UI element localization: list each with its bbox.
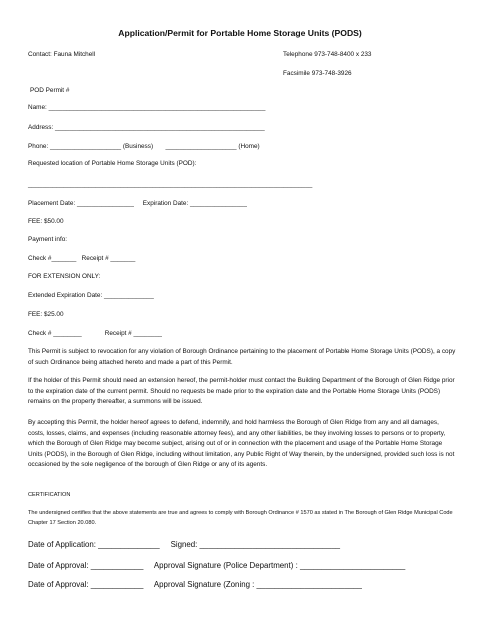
extension-check-receipt-fields[interactable]: Check # ________ Receipt # ________ — [28, 330, 162, 337]
placement-expiration-fields[interactable]: Placement Date: ________________ Expiration Date: ________________ — [28, 200, 247, 207]
facsimile: Facsimile 973-748-3926 — [283, 70, 352, 77]
payment-info-label: Payment info: — [28, 236, 68, 243]
name-field[interactable]: Name: _____________________________________________________________ — [28, 104, 266, 111]
fee-label: FEE: $50.00 — [28, 218, 64, 225]
indemnity-paragraph: By accepting this Permit, the holder hereof agrees to defend, indemnify, and hold harmless the Borough of Glen Ridge from any and all damages, costs, losses, claims, and expenses (including reasonable attorney fees), and any other liabilities, be they involving losses to persons or to property, which the Borough of Glen Ridge may become subject, arising out of or in connection with the placement and usage of the Portable Home Storage Units (PODS), in the Borough of Glen Ridge, including without limitation, any Public Right of Way therein, by the undersigned, provided such loss is not occasioned by the sole negligence of the borough of Glen Ridge or any of its agents. — [28, 419, 455, 469]
phone-field[interactable]: Phone: ____________________ (Business) ____________________ (Home) — [28, 143, 260, 150]
certification-heading: CERTIFICATION — [28, 492, 71, 498]
pod-permit-number: POD Permit # — [30, 87, 70, 94]
extension-only-label: FOR EXTENSION ONLY: — [28, 273, 101, 280]
police-approval-fields[interactable]: Date of Approval: ____________ Approval Signature (Police Department) : ________________________ — [28, 561, 406, 570]
revocation-paragraph: This Permit is subject to revocation for any violation of Borough Ordinance pertaining to the placement of Portable Home Storage Units (PODS), a copy of such Ordinance being attached hereto and made a part of this Permit. — [28, 348, 456, 366]
extended-expiration-field[interactable]: Extended Expiration Date: ______________ — [28, 292, 154, 299]
contact-name: Contact: Fauna Mitchell — [28, 51, 96, 58]
page-title: Application/Permit for Portable Home Storage Units (PODS) — [118, 28, 362, 38]
application-date-signature[interactable]: Date of Application: ______________ Signed: ________________________________ — [28, 540, 340, 549]
zoning-approval-fields[interactable]: Date of Approval: ____________ Approval Signature (Zoning : ________________________ — [28, 580, 362, 589]
location-field[interactable]: ________________________________________________________________________________ — [28, 181, 313, 188]
address-field[interactable]: Address: ___________________________________________________________ — [28, 124, 265, 131]
location-label: Requested location of Portable Home Storage Units (POD): — [28, 160, 197, 167]
telephone: Telephone 973-748-8400 x 233 — [283, 51, 372, 58]
certification-text: The undersigned certifies that the above statements are true and agrees to comply with Borough Ordinance # 1570 as stated in The Borough of Glen Ridge Municipal Code Chapter 17 Section 20.080. — [28, 510, 453, 526]
extension-paragraph: If the holder of this Permit should need an extension hereof, the permit-holder must contact the Building Department of the Borough of Glen Ridge prior to the expiration date of the current permit. Should no requests be made prior to the expiration date and the Portable Home Storage Units (PODS) remains on the property thereafter, a summons will be issued. — [28, 377, 455, 406]
check-receipt-fields[interactable]: Check #_______ Receipt # _______ — [28, 255, 136, 262]
extension-fee-label: FEE: $25.00 — [28, 311, 64, 318]
